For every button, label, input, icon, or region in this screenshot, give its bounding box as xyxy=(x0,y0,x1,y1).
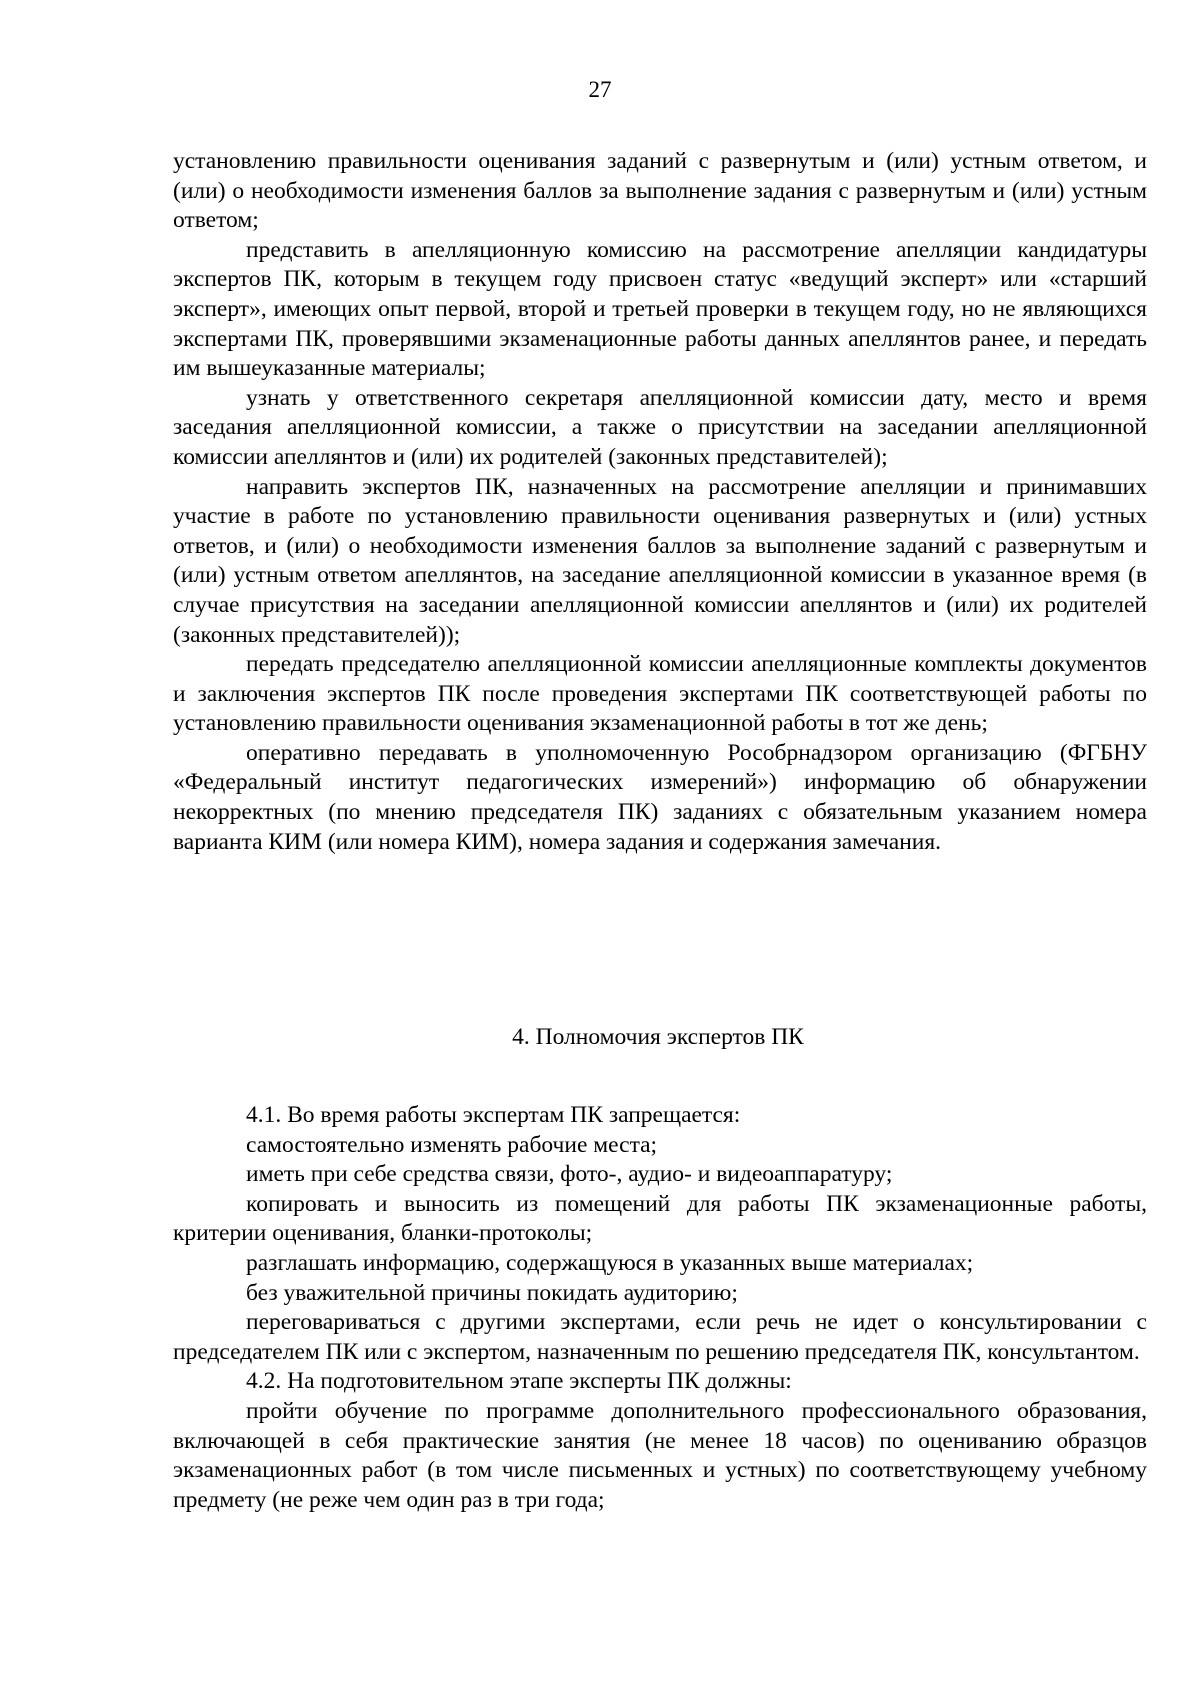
text-block-continuation xyxy=(173,147,1147,857)
paragraph: 4.2. На подготовительном этапе эксперты ПК должны: xyxy=(246,1368,792,1395)
paragraph: оперативно передавать в уполномоченную Рособрнадзором организацию (ФГБНУ «Федеральный институт педагогических измерений») информацию об обнаружении некорректных (по мнению председателя ПК) заданиях с обязательным указанием номера варианта КИМ (или номера КИМ), номера задания и содержания замечания. xyxy=(173,739,1147,855)
paragraph: передать председателю апелляционной комиссии апелляционные комплекты документов и заключения экспертов ПК после проведения экспертами ПК соответствующей работы по установлению правильности оценивания экзаменационной работы в тот же день; xyxy=(173,651,1147,737)
paragraph: иметь при себе средства связи, фото-, аудио- и видеоаппаратуру; xyxy=(246,1161,893,1188)
paragraph: переговариваться с другими экспертами, если речь не идет о консультировании с председателем ПК или с экспертом, назначенным по решению председателя ПК, консультантом. xyxy=(173,1309,1147,1365)
paragraph: установлению правильности оценивания заданий с развернутым и (или) устным ответом, и (или) о необходимости изменения баллов за выполнение задания с развернутым и (или) устным ответом; xyxy=(173,148,1147,234)
paragraph: 4.1. Во время работы экспертам ПК запрещается: xyxy=(246,1102,741,1128)
paragraph: узнать у ответственного секретаря апелляционной комиссии дату, место и время заседания апелляционной комиссии, а также о присутствии на заседании апелляционной комиссии апеллянтов и (или) их родителей (законных представителей); xyxy=(173,384,1147,470)
paragraph: самостоятельно изменять рабочие места; xyxy=(246,1131,658,1158)
paragraph: без уважительной причины покидать аудиторию; xyxy=(246,1279,738,1306)
text-block-section-4 xyxy=(173,1101,1147,1515)
paragraph: направить экспертов ПК, назначенных на рассмотрение апелляции и принимавших участие в работе по установлению правильности оценивания развернутых и (или) устных ответов, и (или) о необходимости изменения баллов за выполнение заданий с развернутым и (или) устным ответом апеллянтов, на заседание апелляционной комиссии в указанное время (в случае присутствия на заседании апелляционной комиссии апеллянтов и (или) их родителей (законных представителей)); xyxy=(173,473,1147,648)
paragraph: копировать и выносить из помещений для работы ПК экзаменационные работы, критерии оценивания, бланки-протоколы; xyxy=(173,1190,1147,1247)
paragraph: пройти обучение по программе дополнительного профессионального образования, включающей в себя практические занятия (не менее 18 часов) по оцениванию образцов экзаменационных работ (в том числе письменных и устных) по соответствующему учебному предмету (не реже чем один раз в три года; xyxy=(173,1397,1147,1513)
paragraph: представить в апелляционную комиссию на рассмотрение апелляции кандидатуры экспертов ПК, которым в текущем году присвоен статус «ведущий эксперт» или «старший эксперт», имеющих опыт первой, второй и третьей проверки в текущем году, но не являющихся экспертами ПК, проверявшими экзаменационные работы данных апеллянтов ранее, и передать им вышеуказанные материалы; xyxy=(173,236,1147,382)
paragraph: разглашать информацию, содержащуюся в указанных выше материалах; xyxy=(246,1249,974,1276)
section-heading: 4. Полномочия экспертов ПК xyxy=(512,1024,804,1050)
page-number: 27 xyxy=(588,77,612,102)
